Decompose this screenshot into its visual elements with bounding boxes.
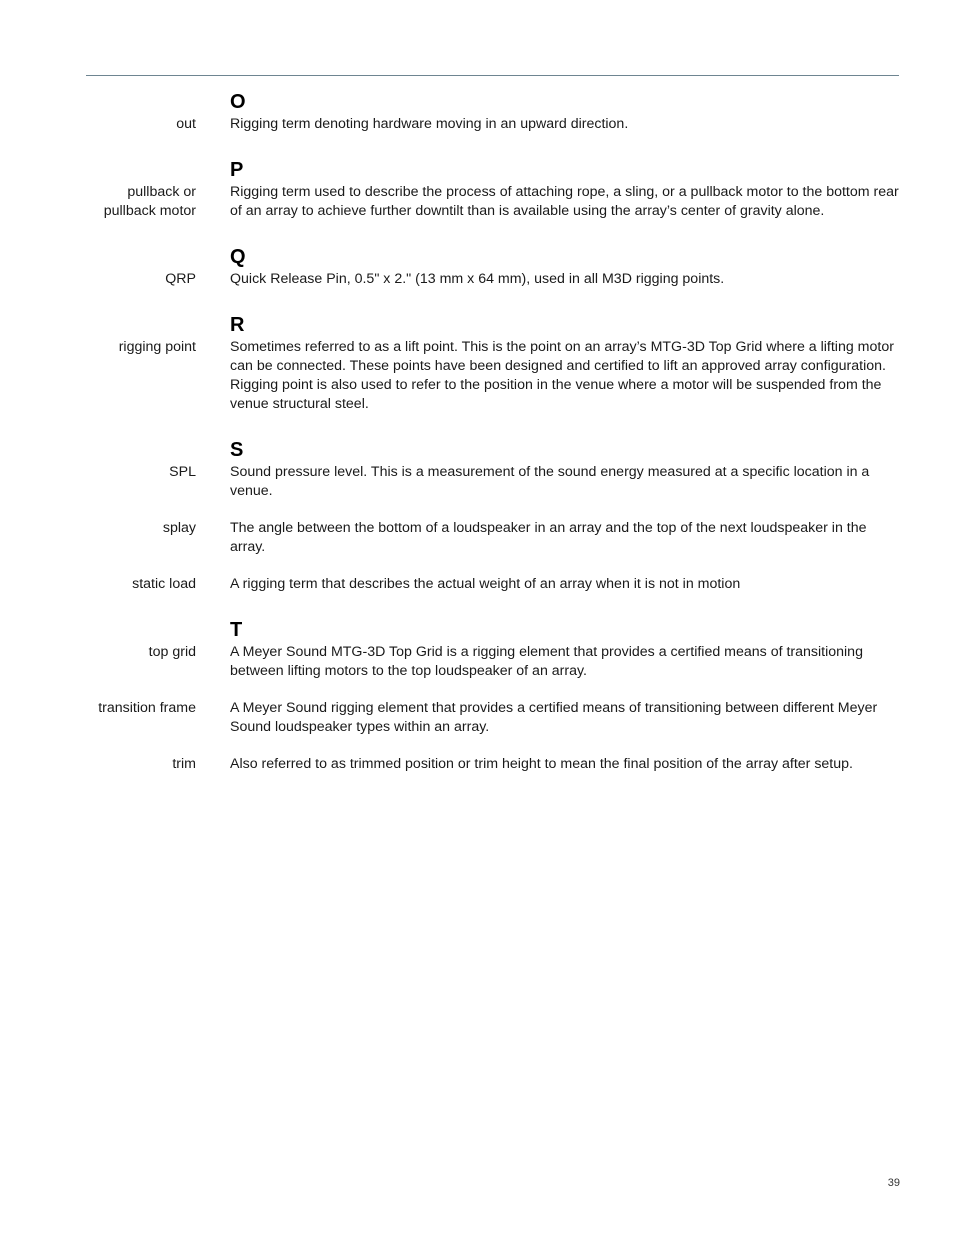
glossary-entry	[0, 115, 954, 134]
section-letter: S	[230, 439, 244, 461]
glossary-entry	[0, 519, 954, 557]
glossary-entry	[0, 183, 954, 221]
glossary-term: trim	[172, 756, 196, 772]
section-t	[0, 618, 954, 774]
glossary-entry	[0, 643, 954, 681]
section-q	[0, 245, 954, 289]
section-letter: O	[230, 91, 246, 113]
glossary-term: SPL	[169, 464, 196, 480]
glossary-term: top grid	[148, 644, 196, 660]
section-r	[0, 313, 954, 414]
section-p	[0, 158, 954, 221]
section-o	[0, 90, 954, 134]
glossary-definition: Also referred to as trimmed position or trim height to mean the final position of the array after setup.	[230, 756, 853, 772]
glossary-definition: Sometimes referred to as a lift point. This is the point on an array’s MTG-3D Top Grid where a lifting motor can be connected. These points have been designed and certified to lift an approved array configuration. Rigging point is also used to refer to the position in the venue where a motor will be suspended from the venue structural steel.	[230, 339, 894, 412]
glossary-entry	[0, 338, 954, 414]
section-s	[0, 438, 954, 594]
glossary-definition: A rigging term that describes the actual weight of an array when it is not in motion	[230, 576, 741, 592]
section-letter: Q	[230, 246, 246, 268]
glossary-entry	[0, 755, 954, 774]
glossary-term: out	[176, 116, 196, 132]
glossary-term: QRP	[165, 271, 196, 287]
glossary-definition: Sound pressure level. This is a measurement of the sound energy measured at a specific location in a venue.	[230, 464, 870, 499]
glossary-definition: Rigging term denoting hardware moving in an upward direction.	[230, 116, 629, 132]
section-letter: R	[230, 314, 245, 336]
section-letter: T	[230, 619, 243, 641]
glossary-term: splay	[162, 520, 196, 536]
glossary-definition: A Meyer Sound MTG-3D Top Grid is a rigging element that provides a certified means of transitioning between lifting motors to the top loudspeaker of an array.	[230, 644, 863, 679]
glossary-definition: The angle between the bottom of a loudspeaker in an array and the top of the next loudspeaker in the array.	[230, 520, 867, 555]
glossary-term: static load	[132, 576, 196, 592]
glossary-entry	[0, 463, 954, 501]
section-letter: P	[230, 159, 244, 181]
glossary-term: pullback or pullback motor	[103, 184, 196, 219]
page-number: 39	[887, 1177, 900, 1189]
glossary-term: transition frame	[98, 700, 196, 716]
glossary-entry	[0, 575, 954, 594]
header-rule	[86, 75, 899, 76]
glossary-entry	[0, 699, 954, 737]
glossary-term: rigging point	[118, 339, 196, 355]
glossary-definition: Rigging term used to describe the process of attaching rope, a sling, or a pullback motor to the bottom rear of an array to achieve further downtilt than is available using the array’s center of gravity alone.	[230, 184, 899, 219]
glossary-definition: Quick Release Pin, 0.5" x 2." (13 mm x 64 mm), used in all M3D rigging points.	[230, 271, 725, 287]
glossary-entry	[0, 270, 954, 289]
glossary	[0, 90, 954, 798]
glossary-definition: A Meyer Sound rigging element that provides a certified means of transitioning between different Meyer Sound loudspeaker types within an array.	[230, 700, 878, 735]
